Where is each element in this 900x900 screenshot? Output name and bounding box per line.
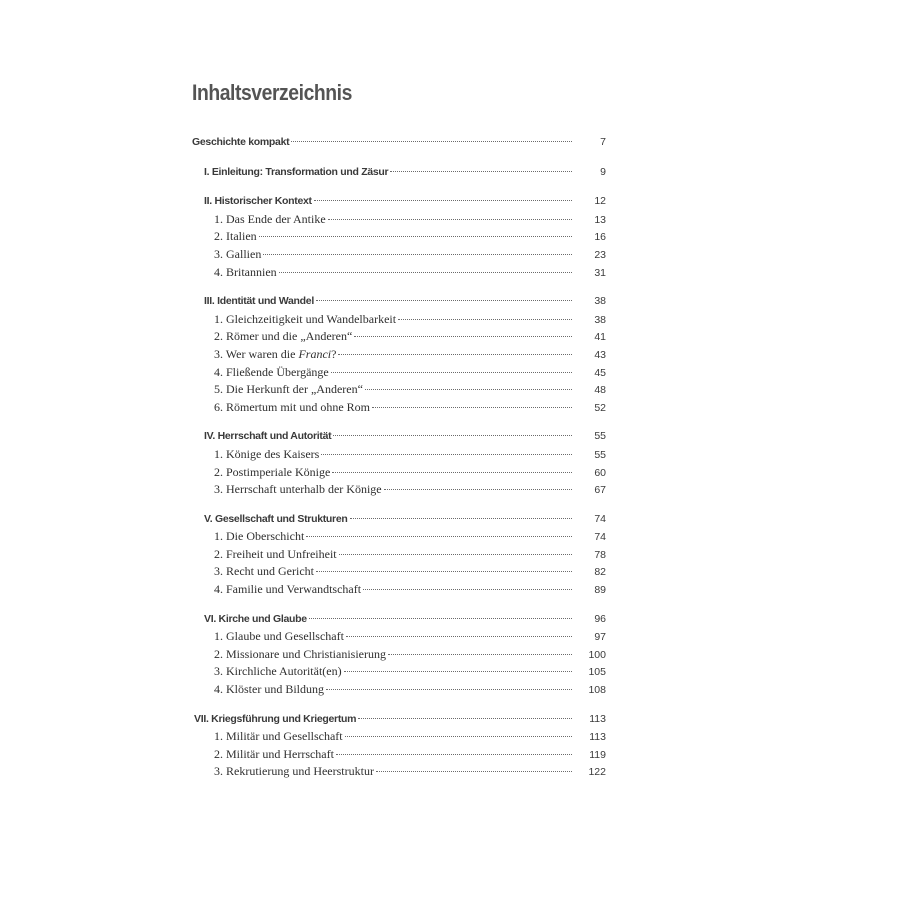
dot-leader (259, 236, 572, 237)
toc-page-number: 16 (594, 231, 606, 244)
toc-subentry-label: 4. Fließende Übergänge (214, 364, 329, 379)
toc-subentry[interactable] (192, 364, 606, 382)
toc-subentry[interactable] (192, 464, 606, 482)
toc-page-number: 55 (594, 448, 606, 461)
toc-page-number: 55 (594, 430, 606, 443)
toc-subentry-label: 3. Rekrutierung und Heerstruktur (214, 764, 374, 779)
dot-leader (339, 554, 572, 555)
toc-page-number: 97 (594, 631, 606, 644)
dot-leader (326, 689, 572, 690)
toc-subentry[interactable] (192, 763, 606, 781)
toc-subentry-label: 3. Kirchliche Autorität(en) (214, 664, 342, 679)
dot-leader (338, 354, 572, 355)
toc-subentry[interactable] (192, 646, 606, 664)
toc-subentry-label: 1. Militär und Gesellschaft (214, 729, 343, 744)
toc-subentry[interactable] (192, 246, 606, 264)
toc-chapter[interactable] (192, 193, 606, 211)
toc-subentry-label: 3. Gallien (214, 246, 262, 261)
toc-chapter-label: VI. Kirche und Glaube (204, 612, 307, 625)
toc-subentry-label: 2. Römer und die „Anderen“ (214, 329, 353, 344)
toc-page-number: 41 (594, 331, 606, 344)
dot-leader (316, 300, 572, 301)
toc-chapter[interactable] (192, 428, 606, 446)
dot-leader (279, 272, 572, 273)
toc-chapter-label: II. Historischer Kontext (204, 195, 312, 208)
toc-subentry[interactable] (192, 446, 606, 464)
toc-subentry-label: 1. Das Ende der Antike (214, 211, 326, 226)
toc-subentry-label: 2. Freiheit und Unfreiheit (214, 546, 337, 561)
toc-subentry-label: 4. Klöster und Bildung (214, 682, 324, 697)
dot-leader (345, 736, 572, 737)
toc-subentry[interactable] (192, 481, 606, 499)
toc-chapter[interactable] (192, 611, 606, 629)
toc-subentry-label: 4. Familie und Verwandtschaft (214, 582, 362, 597)
toc-group-einleitung (192, 164, 606, 182)
toc-entry-label: Geschichte kompakt (192, 136, 290, 148)
dot-leader (376, 771, 572, 772)
toc-page-number: 38 (594, 313, 606, 326)
toc-subentry-label: 2. Militär und Herrschaft (214, 746, 334, 761)
toc-page-number: 43 (594, 348, 606, 361)
dot-leader (263, 254, 572, 255)
toc-page-number: 23 (594, 248, 606, 261)
toc-chapter-label: III. Identität und Wandel (204, 295, 314, 308)
toc-subentry[interactable] (192, 381, 606, 399)
label-text: ? (331, 346, 337, 361)
toc-page-number: 48 (594, 384, 606, 397)
toc-group-kirche-und-glaube (192, 611, 606, 699)
toc-subentry-label: 5. Die Herkunft der „Anderen“ (214, 382, 363, 397)
dot-leader (363, 589, 572, 590)
toc-subentry[interactable] (192, 346, 606, 364)
toc-subentry-label: 2. Italien (214, 229, 257, 244)
toc-subentry[interactable] (192, 728, 606, 746)
toc-subentry-label: 2. Missionare und Christianisierung (214, 646, 386, 661)
toc-page-number: 113 (589, 712, 606, 725)
toc-subentry-label: 1. Gleichzeitigkeit und Wandelbarkeit (214, 311, 397, 326)
toc-page-number: 31 (594, 266, 606, 279)
toc-page-number: 12 (594, 195, 606, 208)
toc-subentry[interactable] (192, 228, 606, 246)
toc-chapter[interactable] (192, 711, 606, 729)
dot-leader (336, 754, 572, 755)
toc-subentry-label: 1. Könige des Kaisers (214, 446, 320, 461)
dot-leader (346, 636, 572, 637)
toc-page-number: 9 (600, 165, 606, 178)
table-of-contents (192, 134, 606, 793)
toc-page-number: 82 (594, 566, 606, 579)
toc-page-number: 96 (594, 612, 606, 625)
toc-page-number: 52 (594, 401, 606, 414)
dot-leader (314, 200, 572, 201)
dot-leader (306, 536, 572, 537)
toc-page-number: 45 (594, 366, 606, 379)
toc-subentry[interactable] (192, 563, 606, 581)
toc-page-number: 100 (588, 648, 606, 661)
dot-leader (372, 407, 572, 408)
toc-group-historischer-kontext (192, 193, 606, 281)
toc-chapter[interactable] (192, 511, 606, 529)
dot-leader (291, 141, 572, 142)
dot-leader (358, 718, 572, 719)
toc-group-identitaet-und-wandel (192, 293, 606, 416)
toc-entry[interactable] (192, 134, 606, 152)
toc-subentry[interactable] (192, 328, 606, 346)
toc-subentry-label: 4. Britannien (214, 264, 277, 279)
dot-leader (331, 372, 572, 373)
toc-page-number: 78 (594, 548, 606, 561)
dot-leader (344, 671, 572, 672)
toc-subentry-label: 2. Postimperiale Könige (214, 464, 331, 479)
toc-page-number: 89 (594, 584, 606, 597)
toc-page-number: 13 (594, 213, 606, 226)
toc-subentry[interactable] (192, 546, 606, 564)
toc-group-herrschaft-und-autoritaet (192, 428, 606, 498)
toc-page-number: 67 (594, 484, 606, 497)
dot-leader (328, 219, 572, 220)
toc-subentry[interactable] (192, 211, 606, 229)
toc-subentry[interactable] (192, 628, 606, 646)
toc-chapter[interactable] (192, 293, 606, 311)
toc-subentry-label: 3. Recht und Gericht (214, 564, 314, 579)
toc-group-kriegsfuehrung-und-kriegertum (192, 711, 606, 781)
dot-leader (321, 454, 572, 455)
toc-subentry-label: 6. Römertum mit und ohne Rom (214, 399, 370, 414)
dot-leader (354, 336, 572, 337)
dot-leader (333, 435, 572, 436)
dot-leader (350, 518, 573, 519)
toc-subentry[interactable] (192, 311, 606, 329)
toc-chapter-label: V. Gesellschaft und Strukturen (204, 512, 348, 525)
toc-subentry-label (214, 346, 336, 364)
toc-page-number: 74 (594, 512, 606, 525)
toc-chapter-label: I. Einleitung: Transformation und Zäsur (204, 165, 389, 178)
toc-subentry[interactable] (192, 681, 606, 699)
toc-page-number: 60 (594, 466, 606, 479)
dot-leader (398, 319, 572, 320)
toc-group-geschichte-kompakt (192, 134, 606, 152)
page-title: Inhaltsverzeichnis (192, 80, 352, 105)
toc-page-number: 122 (588, 766, 606, 779)
toc-chapter-label: VII. Kriegsführung und Kriegertum (194, 712, 357, 725)
toc-subentry[interactable] (192, 663, 606, 681)
toc-group-gesellschaft-und-strukturen (192, 511, 606, 599)
toc-page-number: 108 (588, 684, 606, 697)
toc-subentry[interactable] (192, 746, 606, 764)
toc-page-number: 113 (589, 731, 606, 744)
label-text: 3. Wer waren die (214, 346, 299, 361)
dot-leader (332, 472, 572, 473)
toc-chapter[interactable] (192, 164, 606, 182)
dot-leader (388, 654, 572, 655)
toc-subentry-label: 1. Die Oberschicht (214, 529, 305, 544)
dot-leader (309, 618, 572, 619)
toc-subentry-label: 3. Herrschaft unterhalb der Könige (214, 482, 382, 497)
toc-chapter-label: IV. Herrschaft und Autorität (204, 430, 332, 443)
toc-subentry[interactable] (192, 528, 606, 546)
toc-page-number: 7 (600, 136, 606, 148)
toc-page-number: 119 (589, 748, 606, 761)
toc-subentry[interactable] (192, 581, 606, 599)
label-emphasis: Franci (298, 346, 332, 361)
dot-leader (365, 389, 572, 390)
toc-page-number: 74 (594, 531, 606, 544)
toc-page-number: 38 (594, 295, 606, 308)
dot-leader (384, 489, 572, 490)
toc-subentry[interactable] (192, 264, 606, 282)
dot-leader (390, 171, 572, 172)
toc-subentry[interactable] (192, 399, 606, 417)
dot-leader (316, 571, 572, 572)
toc-subentry-label: 1. Glaube und Gesellschaft (214, 629, 344, 644)
toc-page-number: 105 (588, 666, 606, 679)
